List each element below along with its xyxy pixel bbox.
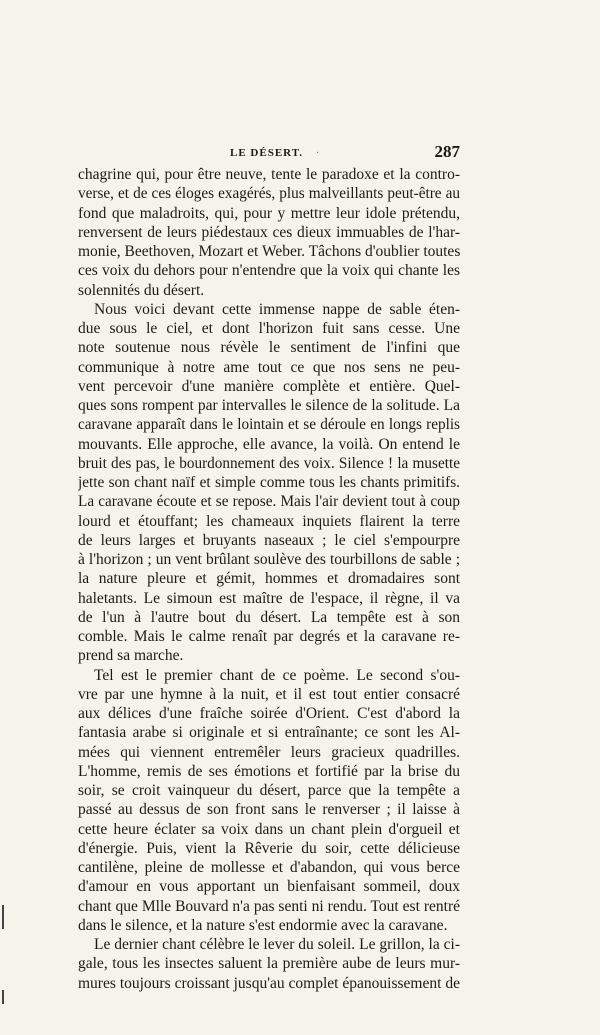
text-line: bruit des pas, le bourdonnement des voix. Silence ! la musette bbox=[78, 454, 460, 472]
text-line: haletants. Le simoun est maître de l'espace, il règne, il va bbox=[78, 589, 460, 607]
text-line: mées qui viennent entremêler leurs gracieux quadrilles. bbox=[78, 743, 460, 761]
text-line: d'énergie. Puis, vient la Rêverie du soir, cette délicieuse bbox=[78, 839, 460, 857]
margin-mark bbox=[2, 990, 4, 1004]
header-dot: · bbox=[316, 148, 320, 159]
text-line: lourd et étouffant; les chameaux inquiets flairent la terre bbox=[78, 512, 460, 530]
text-line: note soutenue nous révèle le sentiment de l'infini que bbox=[78, 339, 460, 357]
text-line: soir, se croit vainqueur du désert, parce que la tempête a bbox=[78, 782, 460, 799]
text-line: L'homme, remis de ses émotions et fortifié par la brise du bbox=[78, 762, 460, 780]
text-line: de l'un à l'autre bout du désert. La tempête est à son bbox=[78, 608, 460, 626]
running-head: LE DÉSERT. bbox=[230, 147, 303, 159]
text-line: mouvants. Elle approche, elle avance, la voilà. On entend le bbox=[78, 435, 460, 453]
text-line: Le dernier chant célèbre le lever du soleil. Le grillon, la ci- bbox=[94, 936, 460, 953]
text-line: comble. Mais le calme renaît par degrés et la caravane re- bbox=[78, 628, 460, 645]
text-line: communique à notre ame tout ce que nos sens ne peu- bbox=[78, 358, 460, 376]
page-number: 287 bbox=[434, 142, 460, 161]
text-line: prend sa marche. bbox=[78, 647, 184, 665]
text-line: d'amour en vous apportant un bienfaisant sommeil, doux bbox=[78, 878, 460, 896]
text-line: mures toujours croissant jusqu'au complet épanouissement de bbox=[78, 974, 460, 992]
text-line: aux délices d'une fraîche soirée d'Orient. C'est d'abord la bbox=[78, 705, 460, 722]
text-line: solennités du désert. bbox=[78, 281, 205, 299]
text-line: passé au dessus de son front sans le renverser ; il laisse à bbox=[78, 801, 460, 819]
text-line: gale, tous les insectes saluent la première aube de leurs mur- bbox=[78, 955, 460, 973]
text-line: chagrine qui, pour être neuve, tente le paradoxe et la contro- bbox=[78, 166, 460, 183]
text-line: à l'horizon ; un vent brûlant soulève des tourbillons de sable ; bbox=[78, 551, 460, 568]
text-line: renversent de leurs piédestaux ces dieux immuables de l'har- bbox=[78, 223, 460, 241]
text-line: Tel est le premier chant de ce poème. Le second s'ou- bbox=[94, 666, 460, 684]
page-header bbox=[78, 142, 460, 164]
margin-mark bbox=[2, 905, 4, 929]
text-line: caravane apparaît dans le lointain et se déroule en longs replis bbox=[78, 416, 460, 434]
text-line: La caravane écoute et se repose. Mais l'air devient tout à coup bbox=[78, 493, 460, 511]
text-line: fantasia arabe si originale et si entraînante; ce sont les Al- bbox=[78, 724, 460, 742]
text-line: cantilène, pleine de mollesse et d'abandon, qui vous berce bbox=[78, 859, 460, 876]
text-line: ces voix du dehors pour n'entendre que la voix qui chante les bbox=[78, 262, 460, 280]
text-line: dans le silence, et la nature s'est endormie avec la caravane. bbox=[78, 916, 448, 934]
text-line: la nature pleure et gémit, hommes et dromadaires sont bbox=[78, 570, 460, 588]
text-line: vre par une hymne à la nuit, et il est tout entier consacré bbox=[78, 685, 460, 703]
text-line: ques sons rompent par intervalles le silence de la solitude. La bbox=[78, 397, 460, 414]
text-line: fond que maladroits, qui, pour y mettre leur idole prétendu, bbox=[78, 204, 460, 222]
text-line: vent percevoir d'une manière complète et entière. Quel- bbox=[78, 377, 460, 395]
text-line: verse, et de ces éloges exagérés, plus malveillants peut-être au bbox=[78, 185, 460, 203]
text-line: due sous le ciel, et dont l'horizon fuit sans cesse. Une bbox=[78, 320, 460, 337]
text-line: monie, Beethoven, Mozart et Weber. Tâchons d'oublier toutes bbox=[78, 243, 460, 260]
body-text bbox=[78, 165, 460, 993]
text-line: jette son chant naïf et simple comme tous les chants primitifs. bbox=[78, 474, 460, 491]
text-line: de leurs larges et bruyants naseaux ; le ciel s'empourpre bbox=[78, 531, 460, 549]
text-line: cette heure éclater sa voix dans un chant plein d'orgueil et bbox=[78, 820, 460, 838]
text-line: Nous voici devant cette immense nappe de sable éten- bbox=[94, 300, 460, 318]
text-line: chant que Mlle Bouvard n'a pas senti ni rendu. Tout est rentré bbox=[78, 897, 460, 915]
